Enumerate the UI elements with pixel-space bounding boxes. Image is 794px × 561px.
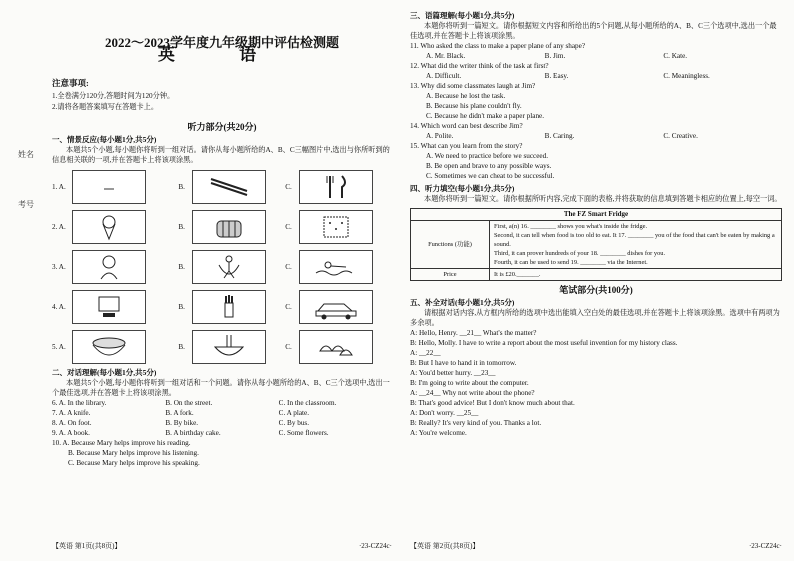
- question-10: 10. A. Because Mary helps improve his reading.: [52, 439, 191, 447]
- dialogue-line: B: I'm going to write about the computer.: [410, 379, 529, 387]
- noodles-icon: [192, 330, 266, 364]
- binding-number-label: 考号: [18, 200, 34, 209]
- binding-name-label: 姓名: [18, 150, 34, 159]
- question-number: 4. A.: [52, 302, 66, 311]
- picture-row: [52, 248, 392, 285]
- option-a: 8. A. On foot.: [52, 419, 92, 427]
- question-number: 2. A.: [52, 222, 66, 231]
- footer-code: ·23-CZ24c·: [748, 542, 782, 550]
- question-14-options: [426, 131, 782, 141]
- option-c: [285, 290, 392, 324]
- option-b: B. Caring.: [544, 132, 575, 140]
- computer-icon: [72, 290, 146, 324]
- option-c: [285, 170, 392, 204]
- question-row: [52, 398, 392, 408]
- dialogue-line: B: Hello, Molly. I have to write a report about the most useful invention for my history class.: [410, 339, 678, 347]
- option-b: B. Jim.: [544, 52, 566, 60]
- binding-margin: [18, 150, 38, 250]
- picture-questions: [52, 168, 392, 365]
- function-line: Fourth, it can be used to send 19. ________ via the Internet.: [494, 259, 648, 266]
- option-a: 6. A. In the library.: [52, 399, 107, 407]
- listening-heading: 听力部分(共20分): [187, 122, 257, 132]
- page-2-footer: [410, 541, 782, 551]
- question-number: 5. A.: [52, 342, 66, 351]
- dialogue-line: A: __24__ Why not write about the phone?: [410, 389, 535, 397]
- option-c: C. Kate.: [663, 52, 688, 60]
- dialogue-line: A: You'd better hurry. __23__: [410, 369, 496, 377]
- option-c: [285, 210, 392, 244]
- option-label: C.: [285, 342, 292, 351]
- option-b: B. Easy.: [544, 72, 569, 80]
- question-10-option-c: C. Because Mary helps improve his speaking.: [68, 459, 200, 467]
- notice-line: 2.请将各题答案填写在答题卡上。: [52, 103, 159, 111]
- option-b: B. A birthday cake.: [165, 429, 221, 437]
- function-line: First, a(n) 16. ________ shows you what's inside the fridge.: [494, 223, 648, 230]
- fork-knife-icon: [299, 170, 373, 204]
- option-a: [72, 290, 179, 324]
- option-b: [178, 290, 285, 324]
- picture-row: [52, 328, 392, 365]
- option-b: [178, 170, 285, 204]
- subject-title: 英 语: [157, 45, 287, 64]
- function-line: Second, it can tell when food is too old to eat. It 17. ________ you of the food that can't be eaten by making a sound.: [494, 232, 775, 248]
- option-label: C.: [285, 262, 292, 271]
- option-label: B.: [178, 262, 185, 271]
- option-c: C. In the classroom.: [278, 399, 337, 407]
- option-c: C. By bus.: [278, 419, 310, 427]
- function-line: Third, it can prover hundreds of your 18. ________ dishes for you.: [494, 250, 666, 257]
- option-b: B. By bike.: [165, 419, 199, 427]
- ice-cream-icon: [72, 210, 146, 244]
- option-label: C.: [285, 182, 292, 191]
- question-row: [52, 418, 392, 428]
- dialogue-line: A: __22__: [410, 349, 441, 357]
- dialogue-line: A: Don't worry. __25__: [410, 409, 479, 417]
- option-a: A. Difficult.: [426, 72, 462, 80]
- notice-heading: 注意事项:: [52, 78, 89, 88]
- option-c: C. A plate.: [278, 409, 310, 417]
- option-a: [72, 210, 179, 244]
- option-label: B.: [178, 342, 185, 351]
- picture-row: [52, 208, 392, 245]
- question-15: 15. What can you learn from the story?: [410, 142, 523, 150]
- dialogue-line: A: You're welcome.: [410, 429, 467, 437]
- option-a: A. Because he lost the task.: [426, 92, 506, 100]
- question-11-options: [426, 51, 782, 61]
- question-12-options: [426, 71, 782, 81]
- option-b: B. Because his plane couldn't fly.: [426, 102, 522, 110]
- picture-row: [52, 288, 392, 325]
- page-1: [52, 8, 392, 553]
- option-a: A. Mr. Black.: [426, 52, 466, 60]
- option-b: B. A fork.: [165, 409, 194, 417]
- footer-code: ·23-CZ24c·: [358, 542, 392, 550]
- question-12: 12. What did the writer think of the task at first?: [410, 62, 549, 70]
- dialogue: [410, 328, 782, 438]
- question-11: 11. Who asked the class to make a paper plane of any shape?: [410, 42, 586, 50]
- dumplings-icon: [299, 330, 373, 364]
- question-10-option-b: B. Because Mary helps improve his listening.: [68, 449, 199, 457]
- car-icon: [299, 290, 373, 324]
- option-label: C.: [285, 302, 292, 311]
- page-1-footer: [52, 541, 392, 551]
- hand-icon: [192, 290, 266, 324]
- dialogue-line: A: Hello, Henry. __21__ What's the matter?: [410, 329, 537, 337]
- picture-row: [52, 168, 392, 205]
- question-row: [52, 408, 392, 418]
- option-c: C. Some flowers.: [278, 429, 329, 437]
- option-label: C.: [285, 222, 292, 231]
- option-a: 7. A. A knife.: [52, 409, 91, 417]
- option-b: [178, 210, 285, 244]
- option-a: A. Polite.: [426, 132, 454, 140]
- price-label: Price: [411, 269, 490, 281]
- footer-page-label: 【英语 第2页(共8页)】: [410, 542, 480, 550]
- exam-title: 2022～2023学年度九年级期中评估检测题: [104, 35, 339, 50]
- biscuit-icon: [299, 210, 373, 244]
- section-2-heading: 二、对话理解(每小题1分,共5分): [52, 368, 157, 377]
- option-b: B. On the street.: [165, 399, 213, 407]
- section-1-instructions: 本题共5个小题,每小题你将听到一组对话。请你从每小题所给的A、B、C三幅图片中,选出与你所听到的信息相关联的一项,并在答题卡上将该项涂黑。: [52, 146, 390, 164]
- section-4-heading: 四、听力填空(每小题1分,共5分): [410, 184, 515, 193]
- functions-label: Functions (功能): [411, 221, 490, 269]
- rice-bowl-icon: [72, 330, 146, 364]
- question-14: 14. Which word can best describe Jim?: [410, 122, 523, 130]
- option-a: 9. A. A book.: [52, 429, 90, 437]
- option-label: B.: [178, 222, 185, 231]
- dialogue-line: B: But I have to hand it in tomorrow.: [410, 359, 517, 367]
- section-1-heading: 一、情景反应(每小题1分,共5分): [52, 135, 157, 144]
- bread-icon: [192, 210, 266, 244]
- child-icon: [72, 250, 146, 284]
- option-b: [178, 330, 285, 364]
- notice-line: 1.全卷满分120分,答题时间为120分钟。: [52, 92, 175, 100]
- option-b: B. Be open and brave to any possible ways.: [426, 162, 552, 170]
- skipping-icon: [192, 250, 266, 284]
- page-2: [410, 8, 782, 553]
- option-c: [285, 250, 392, 284]
- section-5-heading: 五、补全对话(每小题1分,共5分): [410, 298, 515, 307]
- question-number: 1. A.: [52, 182, 66, 191]
- section-2-instructions: 本题共5个小题,每小题你将听到一组对话和一个问题。请你从每小题所给的A、B、C三个选项中,选出一个最佳选项,并在答题卡上将该项涂黑。: [52, 379, 390, 397]
- price-cell: It is £20._______.: [490, 269, 782, 281]
- section-3-heading: 三、语篇理解(每小题1分,共5分): [410, 11, 515, 20]
- option-label: B.: [178, 302, 185, 311]
- option-a: A. We need to practice before we succeed.: [426, 152, 549, 160]
- question-row: [52, 428, 392, 438]
- dialogue-line: B: Really? It's very kind of you. Thanks a lot.: [410, 419, 542, 427]
- chopsticks-icon: [192, 170, 266, 204]
- section-3-instructions: 本题你将听到一篇短文。请你根据短文内容和所给出的5个问题,从每小题所给的A、B、C三个选项中,选出一个最佳选项,并在答题卡上将该项涂黑。: [410, 22, 777, 40]
- option-b: [178, 250, 285, 284]
- option-c: [285, 330, 392, 364]
- option-a: [72, 250, 179, 284]
- question-number: 3. A.: [52, 262, 66, 271]
- option-c: C. Creative.: [663, 132, 698, 140]
- option-c: C. Sometimes we can cheat to be successful.: [426, 172, 555, 180]
- option-a: [72, 170, 179, 204]
- footer-page-label: 【英语 第1页(共8页)】: [52, 542, 122, 550]
- option-label: B.: [178, 182, 185, 191]
- option-a: [72, 330, 179, 364]
- option-c: C. Because he didn't make a paper plane.: [426, 112, 545, 120]
- option-c: C. Meaningless.: [663, 72, 710, 80]
- section-5-instructions: 请根据对话内容,从方框内所给的选项中选出能填入空白处的最佳选项,并在答题卡上将该项涂黑。选项中有两项为多余项。: [410, 309, 780, 327]
- blank-icon: [72, 170, 146, 204]
- dialogue-line: B: That's good advice! But I don't know much about that.: [410, 399, 575, 407]
- section-4-instructions: 本题你将听到一篇短文。请你根据所听内容,完成下面的表格,并将获取的信息填到答题卡相应的位置上,每空一词。: [424, 195, 782, 203]
- swimming-icon: [299, 250, 373, 284]
- question-13: 13. Why did some classmates laugh at Jim?: [410, 82, 536, 90]
- functions-cell: [490, 221, 782, 269]
- table-title: The FZ Smart Fridge: [411, 209, 782, 221]
- fridge-table: [410, 208, 782, 281]
- writing-heading: 笔试部分(共100分): [559, 285, 633, 295]
